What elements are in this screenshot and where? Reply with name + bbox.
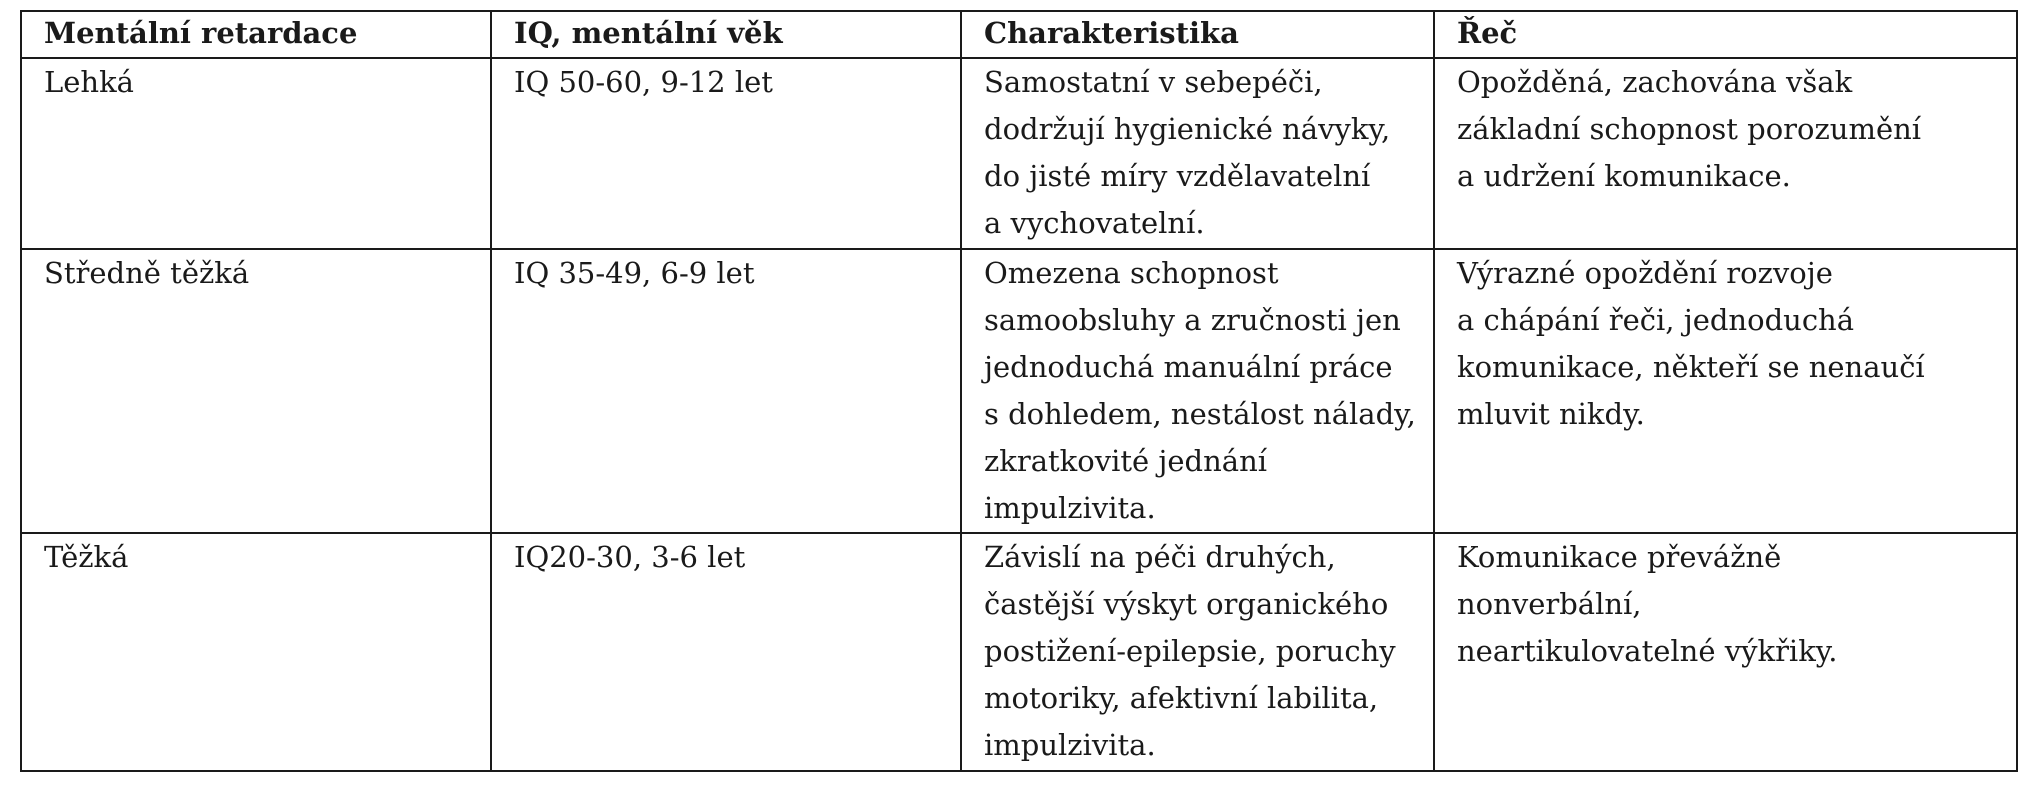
cell-iq: IQ 35-49, 6-9 let: [491, 249, 961, 533]
text-line: s dohledem, nestálost nálady,: [984, 397, 1416, 431]
text-line: mluvit nikdy.: [1457, 397, 1645, 431]
text-line: Omezena schopnost: [984, 256, 1279, 290]
text-line: a chápání řeči, jednoduchá: [1457, 303, 1855, 337]
text-line: častější výskyt organického: [984, 587, 1389, 621]
text-line: jednoduchá manuální práce: [984, 350, 1393, 384]
text-line: dodržují hygienické návyky,: [984, 112, 1391, 146]
text-line: základní schopnost porozumění: [1457, 112, 1922, 146]
header-iq-mental-age: IQ, mentální věk: [491, 11, 961, 58]
table-row: [21, 533, 2017, 771]
text-line: do jisté míry vzdělavatelní: [984, 159, 1371, 193]
cell-speech: [1434, 249, 2017, 533]
text-line: zkratkovité jednání: [984, 444, 1268, 478]
text-line: Opožděná, zachována však: [1457, 65, 1853, 99]
header-characteristics: Charakteristika: [961, 11, 1434, 58]
text-line: postižení-epilepsie, poruchy: [984, 634, 1396, 668]
text-line: impulzivita.: [984, 728, 1156, 762]
text-line: a vychovatelní.: [984, 206, 1205, 240]
text-line: Komunikace převážně: [1457, 540, 1782, 574]
header-speech: Řeč: [1434, 11, 2017, 58]
cell-characteristics: [961, 533, 1434, 771]
text-line: impulzivita.: [984, 491, 1156, 525]
text-line: komunikace, někteří se nenaučí: [1457, 350, 1925, 384]
cell-level: Středně těžká: [21, 249, 491, 533]
text-line: samoobsluhy a zručnosti jen: [984, 303, 1401, 337]
table-row: [21, 58, 2017, 249]
text-line: nonverbální,: [1457, 587, 1642, 621]
text-line: Výrazné opoždění rozvoje: [1457, 256, 1833, 290]
cell-speech: [1434, 58, 2017, 249]
table-row: [21, 249, 2017, 533]
cell-level: Lehká: [21, 58, 491, 249]
text-line: motoriky, afektivní labilita,: [984, 681, 1379, 715]
cell-iq: IQ20-30, 3-6 let: [491, 533, 961, 771]
cell-characteristics: [961, 58, 1434, 249]
retardation-table: [20, 10, 2018, 772]
text-line: Samostatní v sebepéči,: [984, 65, 1323, 99]
cell-speech: [1434, 533, 2017, 771]
cell-iq: IQ 50-60, 9-12 let: [491, 58, 961, 249]
text-line: Závislí na péči druhých,: [984, 540, 1336, 574]
text-line: a udržení komunikace.: [1457, 159, 1791, 193]
table-header-row: [21, 11, 2017, 58]
header-retardation: Mentální retardace: [21, 11, 491, 58]
cell-level: Těžká: [21, 533, 491, 771]
cell-characteristics: [961, 249, 1434, 533]
text-line: neartikulovatelné výkřiky.: [1457, 634, 1838, 668]
